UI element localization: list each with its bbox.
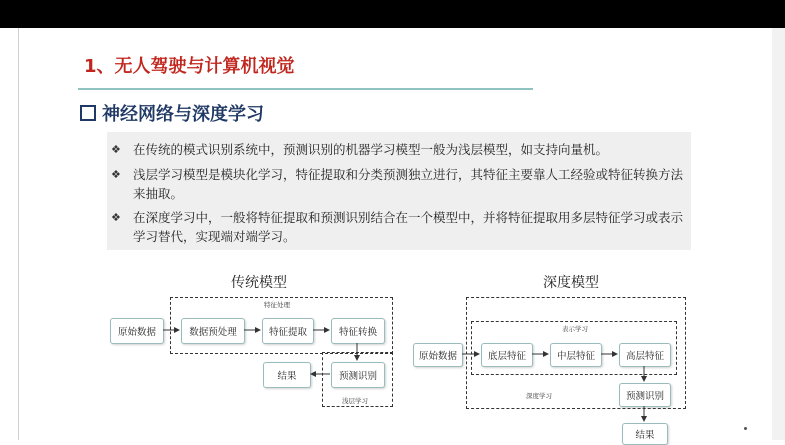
bullet-text: 在传统的模式识别系统中，预测识别的机器学习模型一般为浅层模型，如支持向量机。 [133,142,609,157]
deep-mid-feature-box: 中层特征 [550,343,602,367]
trad-preprocess-box: 数据预处理 [181,318,245,344]
shallow-learning-label: 浅层学习 [342,397,368,405]
bullet-diamond-icon: ❖ [111,168,121,181]
slide-title: 1、无人驾驶与计算机视觉 [84,56,295,77]
trad-predict-box: 预测识别 [331,362,385,388]
deep-predict-box: 预测识别 [619,383,671,407]
page-dot [744,427,747,430]
traditional-model-title: 传统模型 [231,275,287,291]
trad-transform-box: 特征转换 [331,318,385,344]
bullet-text: 浅层学习模型是模块化学习，特征提取和分类预测独立进行，其特征主要靠人工经验或特征转换方法来抽取。 [133,167,684,201]
deep-result-box: 结果 [622,423,668,445]
deep-model-title: 深度模型 [543,275,599,291]
subtitle-text: 神经网络与深度学习 [102,104,264,125]
bullet-diamond-icon: ❖ [111,211,121,224]
deep-raw-data-box: 原始数据 [413,343,463,367]
deep-high-feature-box: 高层特征 [619,343,671,367]
deep-low-feature-box: 底层特征 [481,343,533,367]
feature-processing-label: 特征处理 [264,301,290,309]
deep-learning-label: 深度学习 [526,392,552,400]
representation-learning-label: 表示学习 [562,325,588,333]
trad-result-box: 结果 [263,362,311,388]
bullet-text: 在深度学习中，一般将特征提取和预测识别结合在一个模型中，并将特征提取用多层特征学习或表示学习替代，实现端对端学习。 [133,210,684,244]
trad-raw-data-box: 原始数据 [110,318,164,344]
trad-extract-box: 特征提取 [262,318,314,344]
bullet-diamond-icon: ❖ [111,143,121,156]
